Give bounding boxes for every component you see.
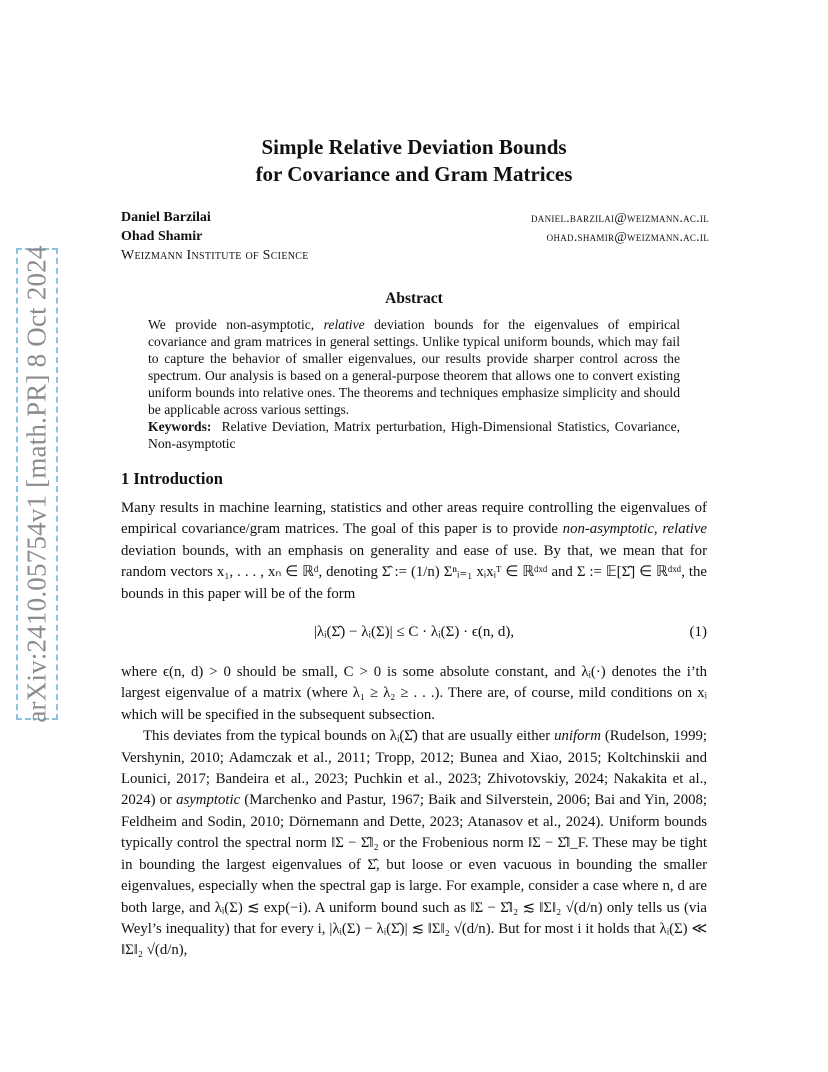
abstract-body bbox=[148, 316, 680, 452]
arxiv-stamp-text: arXiv:2410.05754v1 [math.PR] 8 Oct 2024 bbox=[21, 245, 52, 723]
intro-text: (Marchenko and Pastur, 1967; Baik and Silverstein, 2006; Bai and Yin, 2008; Feldheim and Sodin, 2010; Dörnemann and Dette, 2023; Atanasov et al., 2024). Uniform bounds typically control the spectral norm ‖Σ − Σ̂‖₂ or the Frobenious norm ‖Σ − Σ̂‖_F. These may be tight in bounding the largest eigenvalues of Σ̂, but loose or even vacuous in bounding the smaller eigenvalues, especially when the spectral gap is large. For example, consider a case where n, d are both large, and λᵢ(Σ) ≲ exp(−i). A uniform bound such as ‖Σ − Σ̂‖₂ ≲ ‖Σ‖₂ √(d/n) only tells us (via Weyl’s inequality) that for every i, |λᵢ(Σ) − λᵢ(Σ̂)| ≲ ‖Σ‖₂ √(d/n). But for most i it holds that λᵢ(Σ) ≪ ‖Σ‖₂ √(d/n), bbox=[121, 792, 707, 959]
author-name: Daniel Barzilai bbox=[121, 210, 211, 225]
keywords-list: Relative Deviation, Matrix perturbation, High-Dimensional Statistics, Covariance, Non-asymptotic bbox=[148, 419, 680, 451]
title-line-1: Simple Relative Deviation Bounds bbox=[261, 135, 567, 159]
abstract-heading: Abstract bbox=[385, 290, 443, 307]
intro-body bbox=[121, 498, 707, 962]
intro-emphasis: asymptotic bbox=[176, 792, 241, 809]
institution: Weizmann Institute of Science bbox=[121, 248, 309, 263]
author-row bbox=[121, 208, 709, 227]
intro-text: , bbox=[653, 521, 663, 538]
intro-paragraph bbox=[121, 498, 707, 605]
intro-paragraph: where ϵ(n, d) > 0 should be small, C > 0 is some absolute constant, and λᵢ(·) denotes the i’th largest eigenvalue of a matrix (where λ₁ ≥ λ₂ ≥ . . .). There are, of course, mild conditions on xᵢ which will be specified in the subsequent subsection. bbox=[121, 664, 707, 723]
intro-text: deviation bounds, with an emphasis on generality and ease of use. By that, we mean that for random vectors x₁, . . . , xₙ ∈ ℝᵈ, denoting Σ̂ := (1/n) Σⁿᵢ₌₁ xᵢxᵢᵀ ∈ ℝᵈˣᵈ and Σ := 𝔼[Σ̂] ∈ ℝᵈˣᵈ, the bounds in this paper will be of the form bbox=[121, 542, 707, 602]
abstract-emphasis: relative bbox=[323, 317, 365, 332]
intro-text: Many results in machine learning, statistics and other areas require controlling the eigenvalues of empirical covariance/gram matrices. The goal of this paper is to provide bbox=[121, 500, 707, 538]
intro-paragraph bbox=[121, 726, 707, 961]
author-email: daniel.barzilai@weizmann.ac.il bbox=[530, 210, 709, 225]
intro-emphasis: non-asymptotic bbox=[562, 521, 654, 538]
equation-number: (1) bbox=[689, 624, 707, 641]
keywords bbox=[148, 418, 680, 452]
author-block bbox=[121, 208, 709, 265]
intro-text: (Rudelson, 1999; Vershynin, 2010; Adamczak et al., 2011; Tropp, 2012; Bunea and Xiao, 2015; Koltchinskii and Lounici, 2017; Bandeira et al., 2023; Puchkin et al., 2023; Zhivotovskiy, 2024; Nakakita et al., 2024) or bbox=[121, 728, 707, 809]
title-line-2: for Covariance and Gram Matrices bbox=[255, 162, 573, 186]
abstract-paragraph bbox=[148, 316, 680, 418]
section-heading: 1 Introduction bbox=[121, 469, 223, 488]
arxiv-stamp bbox=[16, 245, 58, 723]
author-row bbox=[121, 227, 709, 246]
author-email: ohad.shamir@weizmann.ac.il bbox=[546, 229, 709, 244]
intro-emphasis: uniform bbox=[554, 728, 601, 745]
author-name: Ohad Shamir bbox=[121, 229, 203, 244]
equation-1 bbox=[121, 610, 707, 656]
abstract-text: We provide non-asymptotic, bbox=[148, 317, 324, 332]
equation-math: |λᵢ(Σ̂) − λᵢ(Σ)| ≤ C · λᵢ(Σ) · ϵ(n, d), bbox=[313, 624, 515, 641]
abstract-text: deviation bounds for the eigenvalues of empirical covariance and gram matrices in general settings. Unlike typical uniform bounds, which may fail to capture the behavior of smaller eigenvalues, our results provide sharper control across the spectrum. Our analysis is based on a general-purpose theorem that allows one to convert existing uniform bounds into relative ones. The theorems and techniques emphasize simplicity and should be applicable across various settings. bbox=[148, 317, 680, 417]
intro-emphasis: relative bbox=[662, 521, 707, 538]
keywords-label: Keywords: bbox=[148, 419, 212, 434]
intro-text: This deviates from the typical bounds on λᵢ(Σ̂) that are usually either bbox=[143, 728, 555, 745]
paper-title bbox=[0, 134, 828, 188]
